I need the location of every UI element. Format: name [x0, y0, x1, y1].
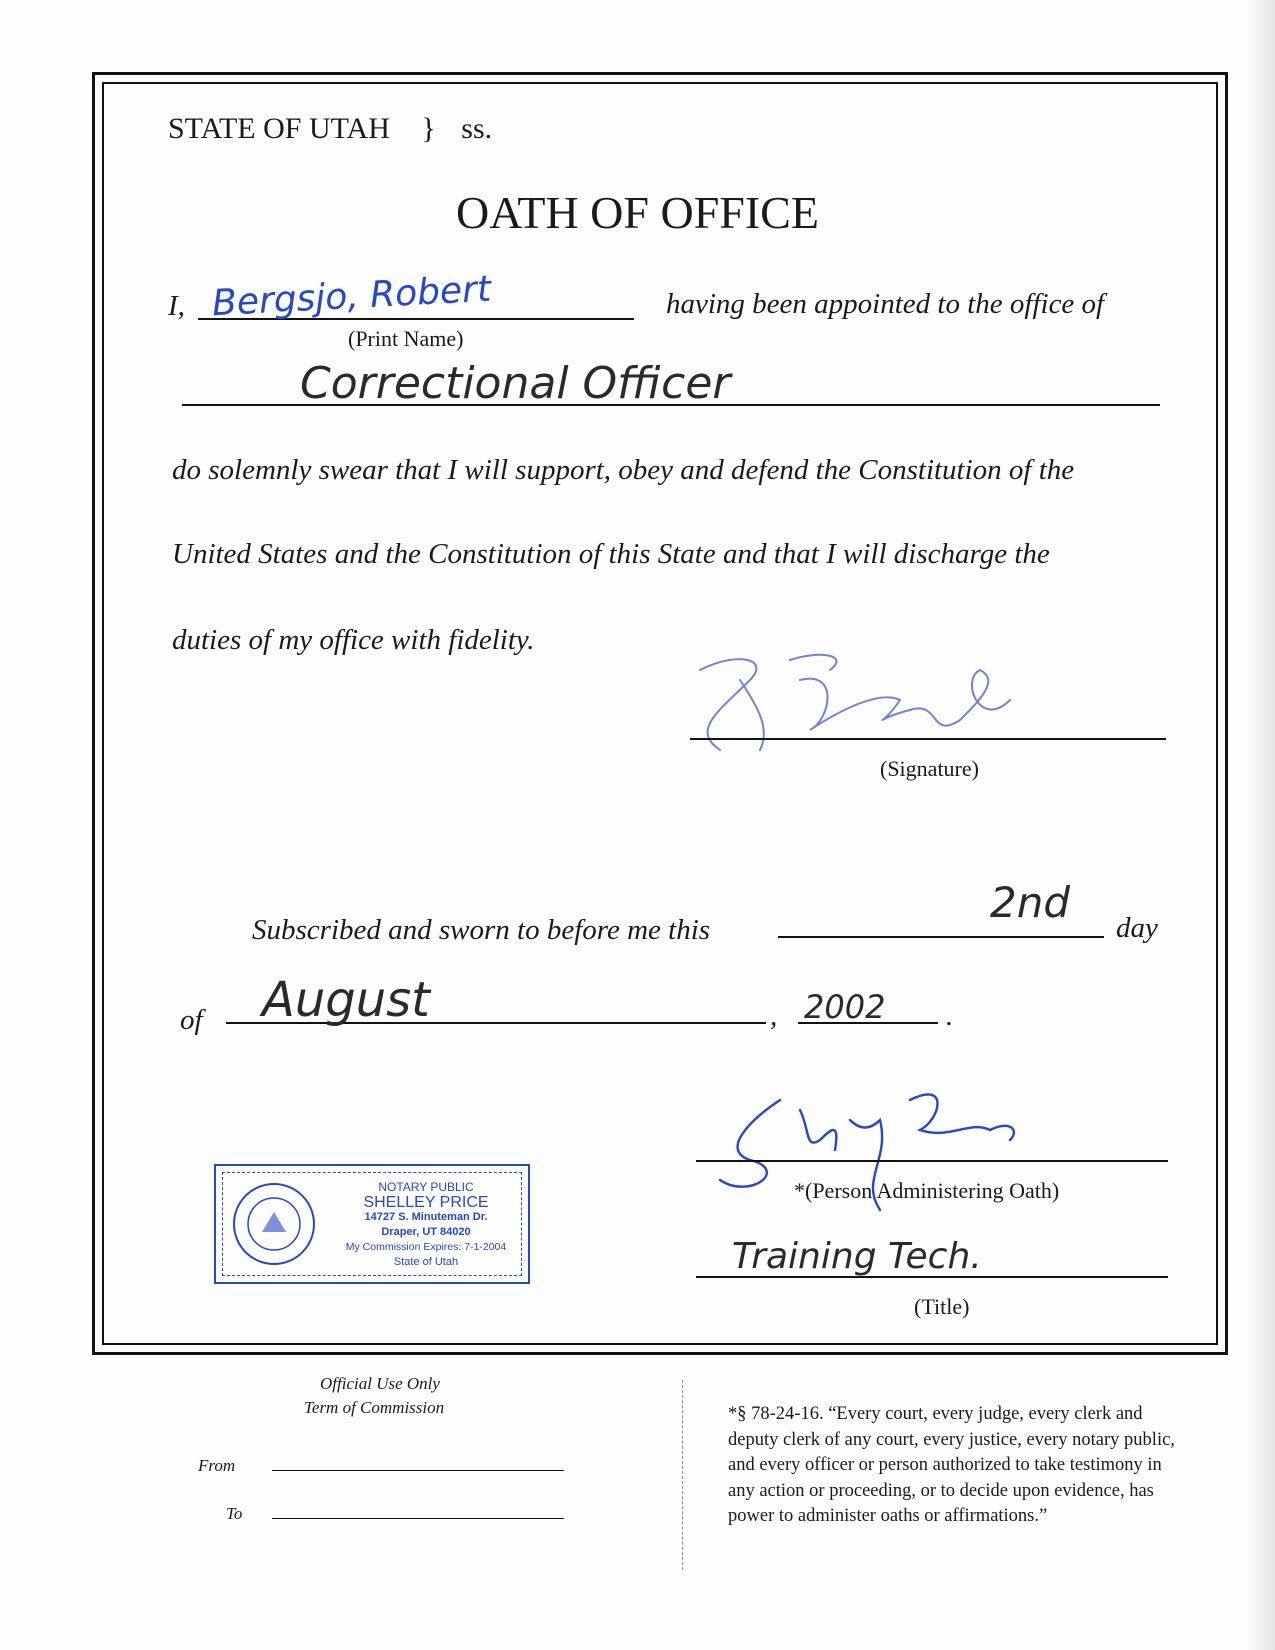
- day-handwritten: 2nd: [990, 878, 1071, 927]
- ss-abbrev: ss.: [461, 112, 493, 145]
- notary-line-2: SHELLEY PRICE: [363, 1194, 489, 1211]
- signature-label: (Signature): [880, 756, 979, 781]
- subscribed-text: Subscribed and sworn to before me this: [252, 914, 711, 946]
- term-of-commission-heading: Term of Commission: [304, 1398, 445, 1417]
- oath-lead: I,: [168, 290, 185, 322]
- day-line: [778, 936, 1104, 938]
- page-title: OATH OF OFFICE: [456, 187, 819, 238]
- state-name: STATE OF UTAH: [168, 112, 390, 145]
- to-line: [272, 1518, 564, 1519]
- from-line: [272, 1470, 564, 1471]
- notary-line-1: NOTARY PUBLIC: [378, 1180, 474, 1194]
- notary-line-4: Draper, UT 84020: [381, 1226, 471, 1238]
- statute-note: [728, 1402, 1248, 1530]
- office-handwritten: Correctional Officer: [300, 358, 731, 409]
- footer-divider: [682, 1380, 683, 1570]
- title-label: (Title): [914, 1294, 970, 1319]
- of-word: of: [180, 1004, 203, 1036]
- to-label: To: [226, 1504, 243, 1523]
- appointed-text: having been appointed to the office of: [666, 288, 1105, 320]
- brace: }: [421, 112, 436, 145]
- day-word: day: [1116, 912, 1158, 944]
- date-period: .: [946, 1000, 954, 1032]
- oath-body-line-2: United States and the Constitution of this State and that I will discharge the: [172, 538, 1050, 570]
- officer-signature: [680, 640, 1040, 760]
- notary-line-3: 14727 S. Minuteman Dr.: [364, 1211, 488, 1223]
- name-handwritten: Bergsjo, Robert: [211, 268, 493, 325]
- statute-note-line-2: deputy clerk of any court, every justice, every notary public,: [728, 1429, 1175, 1450]
- statute-note-line-5: power to administer oaths or affirmations.”: [728, 1506, 1048, 1526]
- from-label: From: [198, 1456, 236, 1475]
- year-handwritten: 2002: [804, 988, 886, 1026]
- notary-stamp-text: [326, 1180, 526, 1270]
- signature-line: [690, 738, 1166, 740]
- notary-line-6: State of Utah: [393, 1256, 459, 1268]
- administrator-signature-line: [696, 1160, 1168, 1162]
- notary-line-5: My Commission Expires: 7-1-2004: [345, 1241, 507, 1253]
- month-handwritten: August: [262, 972, 430, 1028]
- print-name-label: (Print Name): [348, 326, 464, 351]
- state-heading: [168, 112, 492, 146]
- administrator-label: *(Person Administering Oath): [794, 1178, 1060, 1203]
- title-handwritten: Training Tech.: [732, 1236, 982, 1277]
- statute-note-line-4: any action or proceeding, or to decide upon evidence, has: [728, 1480, 1154, 1501]
- oath-body-line-1: do solemnly swear that I will support, obey and defend the Constitution of the: [172, 454, 1075, 486]
- statute-note-line-1: *§ 78-24-16. “Every court, every judge, every clerk and: [728, 1404, 1143, 1424]
- notary-stamp: [214, 1164, 530, 1284]
- state-seal-icon: [230, 1180, 318, 1268]
- oath-body-line-3: duties of my office with fidelity.: [172, 624, 535, 656]
- title-line: [696, 1276, 1168, 1278]
- page-edge-shadow: [1247, 0, 1275, 1650]
- statute-note-line-3: and every officer or person authorized to take testimony in: [728, 1455, 1162, 1475]
- official-use-heading: Official Use Only: [320, 1374, 440, 1393]
- date-comma: ,: [770, 1000, 778, 1032]
